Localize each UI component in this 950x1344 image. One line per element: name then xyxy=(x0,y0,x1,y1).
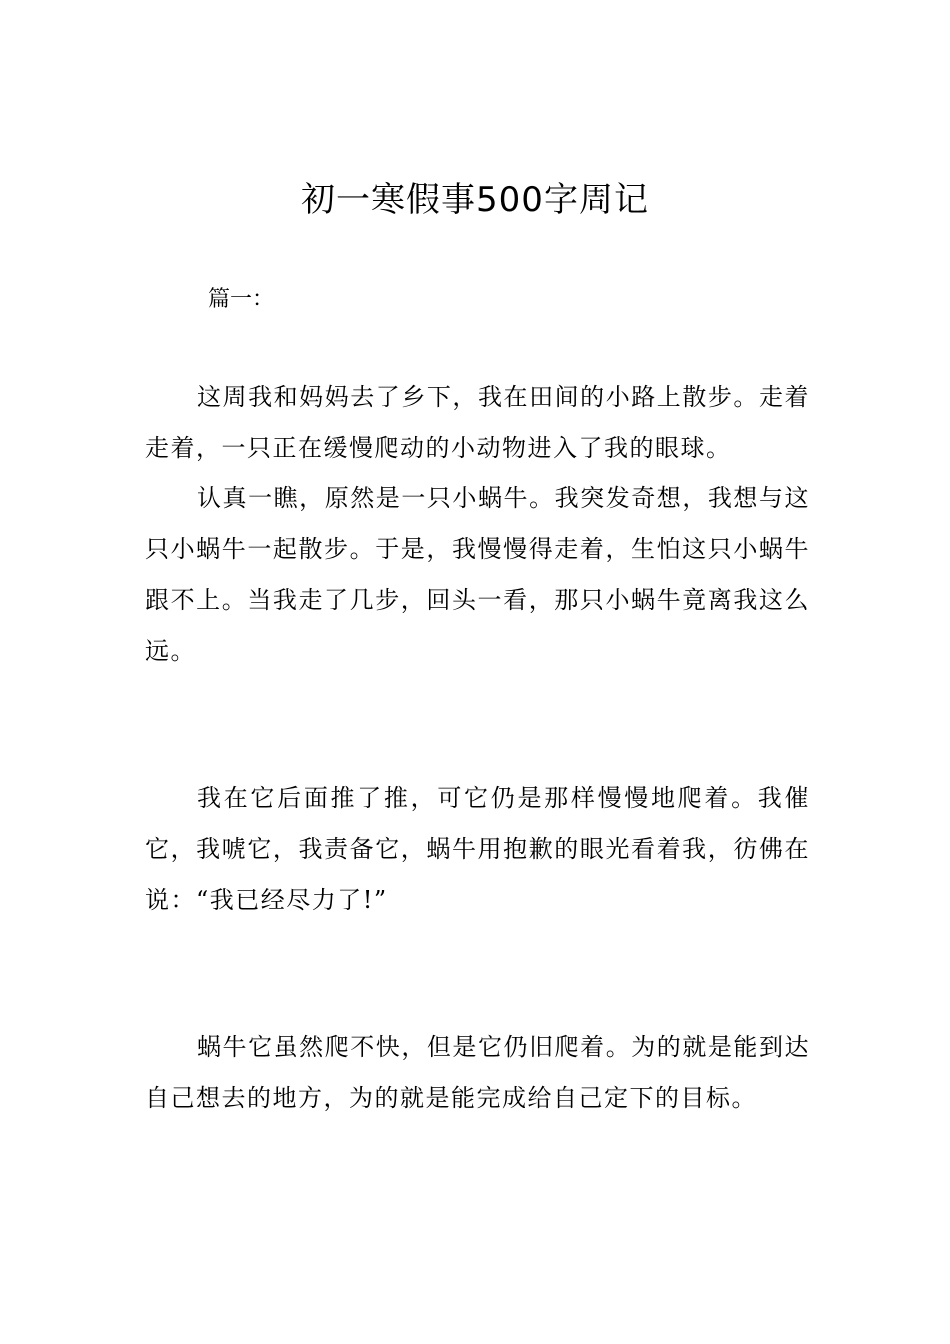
paragraph-4: 蜗牛它虽然爬不快，但是它仍旧爬着。为的就是能到达自己想去的地方，为的就是能完成给自己定下的目标。 xyxy=(145,1033,810,1112)
paragraph-3: 我在它后面推了推，可它仍是那样慢慢地爬着。我催它，我唬它，我责备它，蜗牛用抱歉的眼光看着我，彷佛在说：“我已经尽力了!” xyxy=(145,784,810,914)
document-title: 初一寒假事500字周记 xyxy=(301,180,649,220)
paragraph-2: 认真一瞧，原然是一只小蜗牛。我突发奇想，我想与这只小蜗牛一起散步。于是，我慢慢得走着，生怕这只小蜗牛跟不上。当我走了几步，回头一看，那只小蜗牛竟离我这么远。 xyxy=(145,484,810,665)
paragraph-1: 这周我和妈妈去了乡下，我在田间的小路上散步。走着走着，一只正在缓慢爬动的小动物进入了我的眼球。 xyxy=(145,383,810,462)
section-label: 篇一： xyxy=(208,287,275,312)
